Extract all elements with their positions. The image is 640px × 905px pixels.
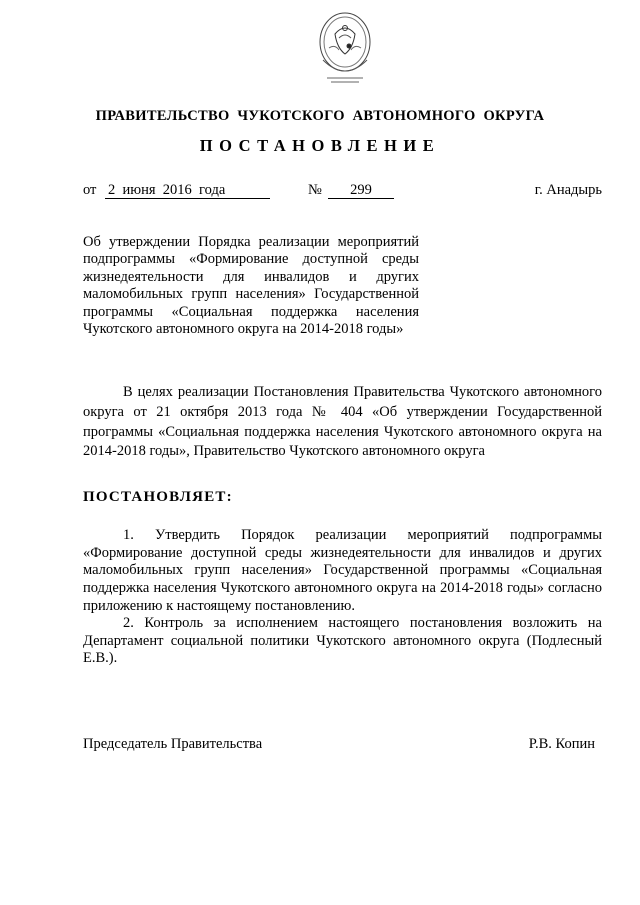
date-prefix: от (83, 182, 97, 198)
signer-position: Председатель Правительства (83, 736, 263, 752)
resolution-item: 2. Контроль за исполнением настоящего постановления возложить на Департамент социальной политики Чукотского автономного округа (Подлесный Е.В.). (83, 615, 602, 667)
preamble-paragraph: В целях реализации Постановления Правительства Чукотского автономного округа от 21 октября 2013 года № 404 «Об утверждении Государственной программы «Социальная поддержка населения Чукотского автономного округа на 2014-2018 годы», Правительство Чукотского автономного округа (83, 384, 602, 460)
government-title: ПРАВИТЕЛЬСТВО ЧУКОТСКОГО АВТОНОМНОГО ОКРУГА (95, 108, 545, 124)
document-meta-row (0, 182, 640, 202)
document-date: 2 июня 2016 года (105, 182, 270, 199)
document-city: г. Анадырь (534, 182, 602, 198)
document-type-title: ПОСТАНОВЛЕНИЕ (199, 136, 441, 155)
resolve-heading: ПОСТАНОВЛЯЕТ: (83, 489, 233, 505)
number-sign: № (308, 182, 322, 198)
resolution-item: 1. Утвердить Порядок реализации мероприятий подпрограммы «Формирование доступной среды жизнедеятельности для инвалидов и других маломобильных групп населения» Государственной программы «Социальная поддержка населения Чукотского автономного округа на 2014-2018 годы» согласно приложению к настоящему постановлению. (83, 527, 602, 614)
signer-name: Р.В. Копин (528, 736, 595, 752)
document-number: 299 (328, 182, 394, 199)
coat-of-arms-emblem (313, 8, 377, 86)
document-subject: Об утверждении Порядка реализации мероприятий подпрограммы «Формирование доступной среды жизнедеятельности для инвалидов и других маломобильных групп населения» Государственной программы «Социальная поддержка населения Чукотского автономного округа на 2014-2018 годы» (83, 234, 419, 338)
